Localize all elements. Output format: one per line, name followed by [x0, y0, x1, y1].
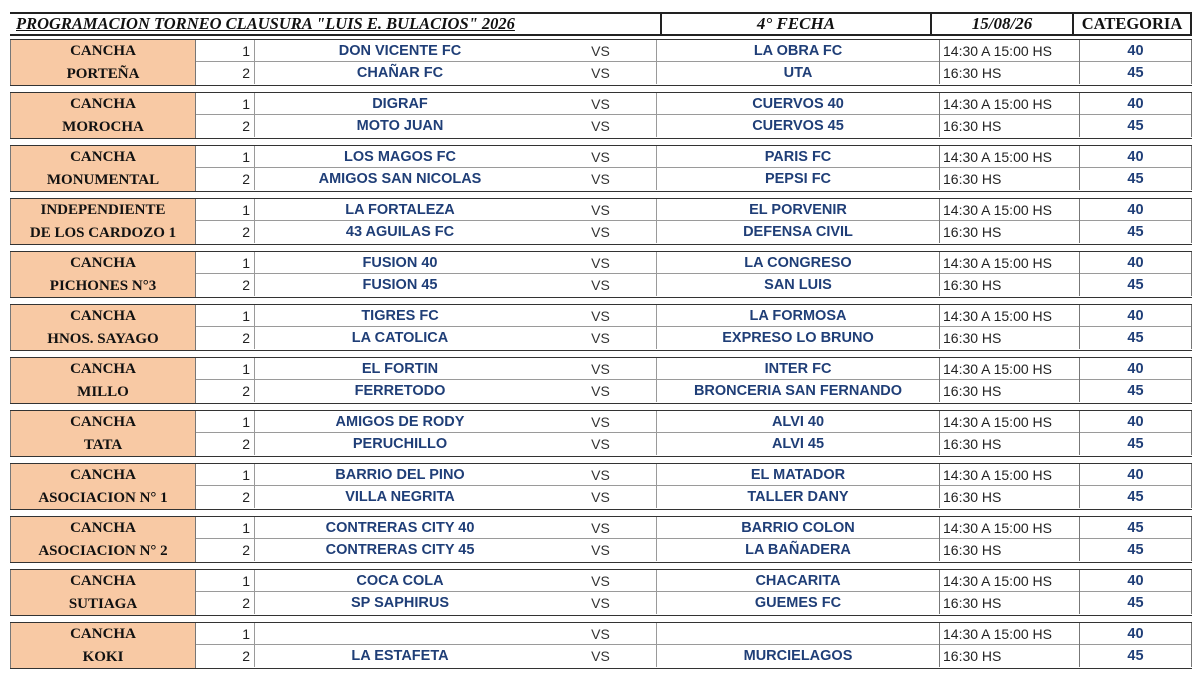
match-time: 14:30 A 15:00 HS: [940, 358, 1080, 380]
away-team: CUERVOS 40: [657, 93, 940, 115]
match-number: 1: [196, 146, 255, 168]
away-team: ALVI 45: [657, 433, 940, 455]
vs-label: VS: [545, 93, 657, 115]
match-row: [196, 464, 1192, 486]
venue-name-line2: TATA: [83, 436, 123, 453]
venue-name-line2: DE LOS CARDOZO 1: [29, 224, 177, 241]
match-time: 14:30 A 15:00 HS: [940, 517, 1080, 539]
vs-label: VS: [545, 199, 657, 221]
venue-name-line1: CANCHA: [70, 414, 136, 431]
match-category: 40: [1080, 305, 1192, 327]
match-time: 16:30 HS: [940, 115, 1080, 137]
venue-name-line1: CANCHA: [70, 467, 136, 484]
venue-name: [10, 93, 196, 138]
match-time: 14:30 A 15:00 HS: [940, 93, 1080, 115]
match-row: [196, 305, 1192, 327]
venue-block: [10, 251, 1192, 298]
match-time: 14:30 A 15:00 HS: [940, 411, 1080, 433]
match-category: 40: [1080, 411, 1192, 433]
venue-name-line2: PICHONES N°3: [49, 277, 157, 294]
match-category: 45: [1080, 592, 1192, 614]
home-team: CONTRERAS CITY 40: [325, 520, 475, 536]
away-team: INTER FC: [657, 358, 940, 380]
match-row: [196, 252, 1192, 274]
away-team: [657, 623, 940, 645]
home-team: LA CATOLICA: [351, 330, 449, 346]
match-date: 15/08/26: [930, 14, 1072, 34]
venue-block: [10, 304, 1192, 351]
match-number: 1: [196, 93, 255, 115]
home-team: DON VICENTE FC: [338, 43, 462, 59]
match-time: 16:30 HS: [940, 486, 1080, 508]
match-number: 1: [196, 411, 255, 433]
match-category: 45: [1080, 517, 1192, 539]
vs-label: VS: [545, 358, 657, 380]
venue-block: [10, 145, 1192, 192]
home-team: CONTRERAS CITY 45: [325, 542, 475, 558]
home-team: [255, 623, 545, 645]
match-category: 40: [1080, 146, 1192, 168]
vs-label: VS: [545, 464, 657, 486]
vs-label: VS: [545, 274, 657, 296]
vs-label: VS: [545, 221, 657, 243]
match-category: 45: [1080, 221, 1192, 243]
match-category: 45: [1080, 274, 1192, 296]
venue-block: [10, 410, 1192, 457]
match-category: 40: [1080, 623, 1192, 645]
venue-name-line2: PORTEÑA: [66, 65, 140, 82]
home-team: FUSION 45: [362, 277, 438, 293]
match-row: [196, 411, 1192, 433]
venue-name-line2: SUTIAGA: [68, 595, 138, 612]
match-row: [196, 199, 1192, 221]
venue-block: [10, 92, 1192, 139]
match-row: [196, 168, 1192, 190]
home-team: PERUCHILLO: [352, 436, 448, 452]
home-team: TIGRES FC: [361, 308, 439, 324]
venue-name-line2: MONUMENTAL: [46, 171, 160, 188]
match-number: 2: [196, 645, 255, 667]
match-number: 2: [196, 168, 255, 190]
venue-name: [10, 199, 196, 244]
match-row: [196, 146, 1192, 168]
vs-label: VS: [545, 40, 657, 62]
venue-name-line2: MOROCHA: [62, 118, 144, 135]
venue-name: [10, 464, 196, 509]
match-row: [196, 327, 1192, 349]
match-time: 16:30 HS: [940, 62, 1080, 84]
vs-label: VS: [545, 380, 657, 402]
away-team: EL PORVENIR: [657, 199, 940, 221]
venue-block: [10, 357, 1192, 404]
match-time: 14:30 A 15:00 HS: [940, 570, 1080, 592]
header-row: [10, 12, 1192, 36]
match-row: [196, 221, 1192, 243]
match-number: 1: [196, 623, 255, 645]
match-number: 2: [196, 274, 255, 296]
venue-name: [10, 411, 196, 456]
vs-label: VS: [545, 411, 657, 433]
venue-name-line1: CANCHA: [70, 626, 136, 643]
venue-name-line1: CANCHA: [70, 149, 136, 166]
home-team: BARRIO DEL PINO: [335, 467, 465, 483]
match-number: 2: [196, 221, 255, 243]
vs-label: VS: [545, 433, 657, 455]
home-team: DIGRAF: [372, 96, 428, 112]
category-header: CATEGORIA: [1072, 14, 1192, 34]
match-time: 14:30 A 15:00 HS: [940, 252, 1080, 274]
match-row: [196, 486, 1192, 508]
vs-label: VS: [545, 327, 657, 349]
venue-name-line2: KOKI: [82, 648, 124, 665]
match-row: [196, 592, 1192, 614]
match-number: 2: [196, 486, 255, 508]
match-time: 16:30 HS: [940, 274, 1080, 296]
match-category: 45: [1080, 168, 1192, 190]
away-team: LA CONGRESO: [657, 252, 940, 274]
match-time: 16:30 HS: [940, 327, 1080, 349]
match-number: 1: [196, 517, 255, 539]
venue-block: [10, 39, 1192, 86]
match-number: 2: [196, 433, 255, 455]
home-team: FUSION 40: [362, 255, 438, 271]
match-category: 40: [1080, 93, 1192, 115]
match-time: 16:30 HS: [940, 433, 1080, 455]
away-team: MURCIELAGOS: [657, 645, 940, 667]
away-team: LA OBRA FC: [657, 40, 940, 62]
venue-block: [10, 463, 1192, 510]
match-number: 1: [196, 305, 255, 327]
match-time: 14:30 A 15:00 HS: [940, 199, 1080, 221]
venue-name: [10, 305, 196, 350]
venue-name-line1: INDEPENDIENTE: [40, 202, 166, 219]
venue-name-line1: CANCHA: [70, 361, 136, 378]
match-category: 40: [1080, 358, 1192, 380]
match-time: 14:30 A 15:00 HS: [940, 146, 1080, 168]
match-row: [196, 93, 1192, 115]
venue-name: [10, 358, 196, 403]
match-category: 40: [1080, 464, 1192, 486]
vs-label: VS: [545, 486, 657, 508]
home-team: FERRETODO: [354, 383, 446, 399]
match-row: [196, 623, 1192, 645]
match-category: 45: [1080, 539, 1192, 561]
venue-name-line2: HNOS. SAYAGO: [47, 330, 159, 347]
home-team: LOS MAGOS FC: [344, 149, 456, 165]
match-number: 1: [196, 199, 255, 221]
away-team: BRONCERIA SAN FERNANDO: [657, 380, 940, 402]
home-team: AMIGOS SAN NICOLAS: [318, 171, 482, 187]
away-team: EL MATADOR: [657, 464, 940, 486]
home-team: AMIGOS DE RODY: [335, 414, 465, 430]
match-number: 2: [196, 539, 255, 561]
home-team: MOTO JUAN: [356, 118, 444, 134]
match-row: [196, 433, 1192, 455]
match-number: 1: [196, 358, 255, 380]
match-category: 45: [1080, 380, 1192, 402]
venue-block: [10, 569, 1192, 616]
away-team: TALLER DANY: [657, 486, 940, 508]
match-row: [196, 517, 1192, 539]
venue-name: [10, 570, 196, 615]
home-team: CHAÑAR FC: [356, 65, 444, 81]
match-number: 2: [196, 380, 255, 402]
match-category: 40: [1080, 40, 1192, 62]
venue-name-line1: CANCHA: [70, 43, 136, 60]
home-team: COCA COLA: [356, 573, 444, 589]
venue-name-line1: CANCHA: [70, 573, 136, 590]
match-number: 2: [196, 115, 255, 137]
match-number: 2: [196, 327, 255, 349]
vs-label: VS: [545, 168, 657, 190]
away-team: SAN LUIS: [657, 274, 940, 296]
away-team: LA BAÑADERA: [657, 539, 940, 561]
match-category: 45: [1080, 62, 1192, 84]
vs-label: VS: [545, 146, 657, 168]
match-row: [196, 40, 1192, 62]
away-team: BARRIO COLON: [657, 517, 940, 539]
match-category: 45: [1080, 115, 1192, 137]
tournament-title: PROGRAMACION TORNEO CLAUSURA "LUIS E. BULACIOS" 2026: [16, 14, 515, 33]
match-category: 40: [1080, 252, 1192, 274]
vs-label: VS: [545, 592, 657, 614]
match-number: 2: [196, 62, 255, 84]
match-row: [196, 539, 1192, 561]
venue-name: [10, 252, 196, 297]
venue-name: [10, 623, 196, 668]
away-team: EXPRESO LO BRUNO: [657, 327, 940, 349]
vs-label: VS: [545, 62, 657, 84]
away-team: GUEMES FC: [657, 592, 940, 614]
home-team: VILLA NEGRITA: [345, 489, 455, 505]
away-team: LA FORMOSA: [657, 305, 940, 327]
match-time: 14:30 A 15:00 HS: [940, 464, 1080, 486]
home-team: LA ESTAFETA: [351, 648, 449, 664]
match-time: 16:30 HS: [940, 221, 1080, 243]
away-team: PARIS FC: [657, 146, 940, 168]
match-category: 45: [1080, 433, 1192, 455]
away-team: PEPSI FC: [657, 168, 940, 190]
away-team: CUERVOS 45: [657, 115, 940, 137]
vs-label: VS: [545, 539, 657, 561]
match-category: 45: [1080, 486, 1192, 508]
round-label: 4° FECHA: [660, 14, 930, 34]
match-row: [196, 115, 1192, 137]
match-time: 16:30 HS: [940, 645, 1080, 667]
match-category: 45: [1080, 645, 1192, 667]
venue-name: [10, 146, 196, 191]
match-time: 14:30 A 15:00 HS: [940, 305, 1080, 327]
match-time: 16:30 HS: [940, 539, 1080, 561]
match-row: [196, 380, 1192, 402]
away-team: DEFENSA CIVIL: [657, 221, 940, 243]
match-row: [196, 274, 1192, 296]
match-time: 16:30 HS: [940, 592, 1080, 614]
match-number: 1: [196, 464, 255, 486]
match-row: [196, 645, 1192, 667]
venue-block: [10, 622, 1192, 669]
away-team: CHACARITA: [657, 570, 940, 592]
vs-label: VS: [545, 305, 657, 327]
home-team: SP SAPHIRUS: [350, 595, 450, 611]
away-team: ALVI 40: [657, 411, 940, 433]
match-category: 45: [1080, 327, 1192, 349]
match-time: 16:30 HS: [940, 168, 1080, 190]
venue-block: [10, 198, 1192, 245]
venue-name-line1: CANCHA: [70, 255, 136, 272]
match-number: 2: [196, 592, 255, 614]
match-number: 1: [196, 252, 255, 274]
match-row: [196, 570, 1192, 592]
vs-label: VS: [545, 623, 657, 645]
home-team: EL FORTIN: [361, 361, 439, 377]
match-row: [196, 62, 1192, 84]
match-time: 14:30 A 15:00 HS: [940, 40, 1080, 62]
vs-label: VS: [545, 252, 657, 274]
venue-name: [10, 40, 196, 85]
home-team: LA FORTALEZA: [345, 202, 455, 218]
match-number: 1: [196, 570, 255, 592]
venue-name-line2: ASOCIACION N° 1: [38, 489, 168, 506]
venue-name-line2: MILLO: [77, 383, 129, 400]
match-category: 40: [1080, 199, 1192, 221]
venue-name-line1: CANCHA: [70, 96, 136, 113]
home-team: 43 AGUILAS FC: [345, 224, 455, 240]
away-team: UTA: [657, 62, 940, 84]
vs-label: VS: [545, 517, 657, 539]
match-row: [196, 358, 1192, 380]
match-time: 16:30 HS: [940, 380, 1080, 402]
match-number: 1: [196, 40, 255, 62]
venue-name-line1: CANCHA: [70, 308, 136, 325]
venue-block: [10, 516, 1192, 563]
vs-label: VS: [545, 115, 657, 137]
venue-name-line1: CANCHA: [70, 520, 136, 537]
match-category: 40: [1080, 570, 1192, 592]
venue-name: [10, 517, 196, 562]
vs-label: VS: [545, 570, 657, 592]
vs-label: VS: [545, 645, 657, 667]
match-time: 14:30 A 15:00 HS: [940, 623, 1080, 645]
venue-name-line2: ASOCIACION N° 2: [38, 542, 168, 559]
